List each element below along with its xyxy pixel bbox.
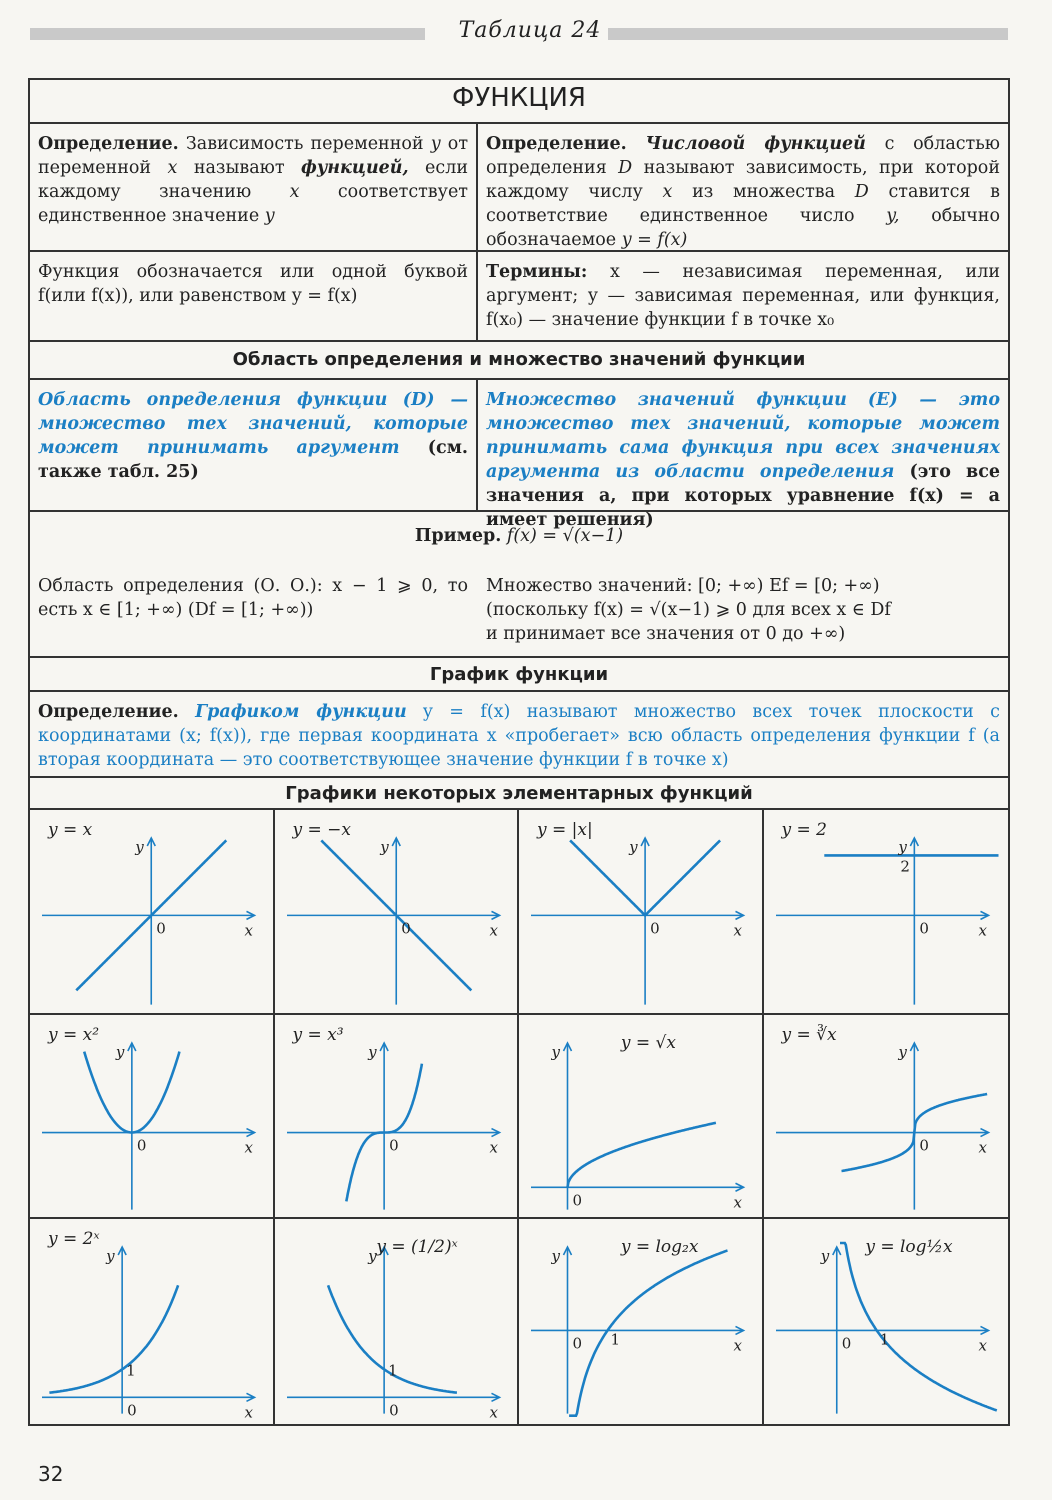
def-text-5: соответствует единственное значение	[38, 182, 468, 226]
domain-header: Область определения и множество значений функции	[232, 349, 806, 370]
y-axis-label: y	[551, 1042, 560, 1061]
tick-one-label: 1	[387, 1361, 398, 1380]
graph-svg-y-eq-neg-x	[275, 810, 518, 1013]
range-definition	[478, 380, 1008, 530]
example-row	[30, 512, 1008, 658]
notation-text: Функция обозначается или одной буквой f(или f(x)), или равенством y = f(x)	[38, 262, 468, 306]
domain-rest: множество тех значений, которые может принимать аргумент	[38, 414, 468, 458]
graph-cell-y-eq-log-half-x	[764, 1219, 1009, 1424]
domain-header-row	[30, 342, 1008, 380]
definition-term: Определение.	[38, 134, 179, 154]
domain-definition	[30, 380, 476, 510]
graph-svg-y-eq-cbrt-x	[764, 1015, 1007, 1218]
table-label: Таблица 24	[458, 18, 602, 43]
graph-cell-y-eq-x	[30, 810, 275, 1015]
graph-cell-y-eq-x2	[30, 1015, 275, 1220]
curve-y-eq-sqrt-x	[568, 1122, 716, 1187]
def2-text-5: обычно обозначаемое	[486, 206, 1001, 250]
graph-svg-y-eq-abs-x	[519, 810, 762, 1013]
definitions-row	[30, 124, 1008, 252]
graph-cell-y-eq-half-pow-x	[275, 1219, 520, 1424]
def-y-2: y	[264, 206, 275, 226]
def-x-2: x	[289, 182, 300, 202]
def-y: y	[430, 134, 441, 154]
y-axis-label: y	[135, 838, 144, 856]
x-axis-label: x	[489, 1403, 498, 1422]
y-axis-label: y	[379, 838, 389, 856]
x-axis-label: x	[978, 1336, 987, 1355]
y-axis-label: y	[897, 1042, 907, 1061]
graph-def-rest: y = f(x) называют множество всех точек плоскости с координатами (x; f(x)), где первая координата x «пробегает» всю область определения функции f (а вторая координата — это соответствующее значение функции f в точке x)	[38, 702, 1000, 770]
title-row	[30, 80, 1008, 124]
graph-label-y-eq-abs-x: y = |x|	[537, 820, 593, 840]
graph-cell-y-eq-sqrt-x	[519, 1015, 764, 1220]
example-right	[478, 566, 1008, 654]
graph-svg-y-eq-x	[30, 810, 273, 1013]
origin-label: 0	[400, 919, 411, 938]
y-axis-label: y	[629, 838, 638, 856]
def2-D: D	[618, 158, 633, 178]
def2-text-2: называют зависимость, при которой каждому числу	[486, 158, 1001, 202]
graph-label-y-eq-2: y = 2	[781, 820, 827, 840]
y-axis-label: y	[367, 1042, 377, 1061]
terms-body: x — независимая переменная, или аргумент; y — зависимая переменная, или функция, f(x₀) — значение функции f в точке x₀	[486, 262, 1000, 330]
origin-label: 0	[572, 1190, 583, 1209]
x-axis-label: x	[489, 1138, 498, 1157]
range-rest: (E) — это множество тех значений, которые может принимать сама функция при всех значениях аргумента из области определения	[486, 390, 1000, 482]
graph-svg-y-eq-x3	[275, 1015, 518, 1218]
origin-label: 0	[650, 919, 660, 938]
graphs-grid	[30, 810, 1008, 1424]
origin-label: 0	[918, 1136, 929, 1155]
graph-label-y-eq-x2: y = x²	[48, 1024, 100, 1045]
example-right-1: Множество значений: [0; +∞) Ef = [0; +∞)	[486, 576, 880, 596]
origin-label: 0	[156, 919, 166, 938]
x-axis-label: x	[244, 1403, 253, 1422]
origin-label: 0	[841, 1334, 851, 1353]
domain-tail: (см. также табл. 25)	[38, 438, 468, 482]
y-axis-label: y	[367, 1247, 377, 1266]
example-title	[30, 512, 1008, 552]
graph-label-y-eq-x3: y = x³	[292, 1024, 344, 1045]
tick-two-label: 2	[899, 857, 910, 876]
definition-term-2: Определение.	[486, 134, 627, 154]
domain-term: Область определения функции	[38, 390, 388, 410]
notation-row	[30, 252, 1008, 342]
graph-svg-y-eq-2-pow-x	[30, 1219, 273, 1422]
header-rule-right	[608, 28, 1008, 40]
origin-label: 0	[388, 1136, 399, 1155]
curve-y-eq-log2-x	[569, 1251, 727, 1416]
terms-label: Термины:	[486, 262, 588, 282]
example-right-2: (поскольку f(x) = √(x−1) ⩾ 0 для всех x ∈ Df	[486, 600, 891, 620]
graph-header-row	[30, 658, 1008, 692]
def2-y: y,	[886, 206, 900, 226]
range-tail: (это все значения a, при которых уравнение f(x) = a имеет решения)	[486, 462, 1000, 530]
def-text-2: от переменной	[38, 134, 468, 178]
graph-cell-y-eq-log2-x	[519, 1219, 764, 1424]
x-axis-label: x	[978, 1138, 987, 1157]
definition-left	[30, 124, 476, 250]
def2-text-3: из множества	[672, 182, 855, 202]
example-right-3: и принимает все значения от 0 до +∞)	[486, 624, 846, 644]
numeric-function-term: Числовой функцией	[645, 134, 866, 154]
def-text-3: называют	[177, 158, 302, 178]
header-rule-left	[30, 28, 425, 40]
graph-label-y-eq-2-pow-x: y = 2ˣ	[48, 1229, 100, 1250]
graph-cell-y-eq-neg-x	[275, 810, 520, 1015]
graph-cell-y-eq-abs-x	[519, 810, 764, 1015]
origin-label: 0	[572, 1334, 583, 1353]
curve-y-eq-log-half-x	[840, 1243, 997, 1411]
range-term: Множество значений функции	[486, 390, 847, 410]
x-axis-label: x	[244, 921, 253, 940]
x-axis-label: x	[733, 1192, 742, 1211]
graph-label-y-eq-half-pow-x: y = (1/2)ˣ	[376, 1237, 458, 1258]
graph-label-y-eq-log2-x: y = log₂x	[620, 1237, 699, 1258]
def-x: x	[167, 158, 178, 178]
y-axis-label: y	[820, 1247, 829, 1266]
x-axis-label: x	[733, 1336, 742, 1355]
graph-label-y-eq-log-half-x: y = log½x	[865, 1237, 953, 1258]
graph-def-term: Определение.	[38, 702, 179, 722]
graph-definition-row	[30, 692, 1008, 778]
origin-label: 0	[127, 1401, 137, 1420]
graph-label-y-eq-x: y = x	[48, 820, 93, 840]
def2-formula: y = f(x)	[621, 230, 688, 250]
definition-right	[478, 124, 1008, 250]
tick-one-label: 1	[126, 1361, 136, 1380]
def2-D-2: D	[854, 182, 869, 202]
y-axis-label: y	[897, 838, 907, 856]
curve-y-eq-2-pow-x	[49, 1286, 178, 1393]
def-text-1: Зависимость переменной	[178, 134, 431, 154]
elem-header: Графики некоторых элементарных функций	[285, 783, 753, 804]
def2-text-4: ставится в соответствие единственное число	[486, 182, 1001, 226]
y-axis-label: y	[106, 1247, 115, 1266]
x-axis-label: x	[489, 921, 498, 940]
def-func-word: функцией,	[301, 158, 409, 178]
page-number: 32	[38, 1462, 64, 1486]
x-axis-label: x	[244, 1138, 253, 1157]
elem-header-row	[30, 778, 1008, 810]
graph-header: График функции	[429, 664, 609, 685]
graph-cell-y-eq-2-pow-x	[30, 1219, 275, 1424]
domain-range-row	[30, 380, 1008, 530]
example-left: Область определения (О. О.): x − 1 ⩾ 0, то есть x ∈ [1; +∞) (Df = [1; +∞))	[38, 576, 468, 620]
def-text-4: если каждому значению	[38, 158, 468, 202]
graph-cell-y-eq-2	[764, 810, 1009, 1015]
graph-def-blue: Графиком функции	[195, 702, 407, 722]
domain-symbol: (D) —	[402, 390, 468, 410]
graph-label-y-eq-cbrt-x: y = ∛x	[781, 1024, 837, 1045]
function-table	[28, 78, 1010, 1426]
tick-one-label: 1	[879, 1330, 889, 1349]
origin-label: 0	[388, 1401, 399, 1420]
x-axis-label: x	[978, 921, 987, 940]
example-formula: f(x) = √(x−1)	[506, 526, 624, 546]
graph-label-y-eq-neg-x: y = −x	[292, 820, 351, 840]
origin-label: 0	[918, 919, 929, 938]
origin-label: 0	[136, 1136, 147, 1155]
example-label: Пример.	[414, 526, 502, 546]
tick-one-label: 1	[610, 1330, 621, 1349]
graph-cell-y-eq-x3	[275, 1015, 520, 1220]
y-axis-label: y	[551, 1247, 560, 1266]
def2-x: x	[662, 182, 673, 202]
page-title: ФУНКЦИЯ	[452, 83, 586, 113]
y-axis-label: y	[115, 1042, 125, 1061]
graph-label-y-eq-sqrt-x: y = √x	[620, 1032, 676, 1053]
graph-svg-y-eq-2	[764, 810, 1007, 1013]
x-axis-label: x	[733, 921, 742, 940]
def2-text-1: с областью определения	[486, 134, 1000, 178]
terms-text	[478, 252, 1008, 340]
graph-definition	[30, 692, 1008, 776]
graph-svg-y-eq-x2	[30, 1015, 273, 1218]
graph-cell-y-eq-cbrt-x	[764, 1015, 1009, 1220]
